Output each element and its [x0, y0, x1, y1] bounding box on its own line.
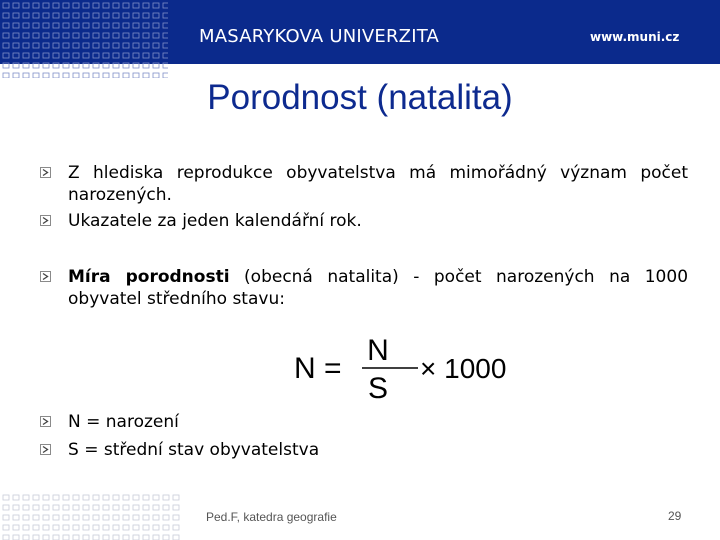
slide-title: Porodnost (natalita)	[207, 78, 513, 117]
bullet-arrow-icon	[40, 444, 51, 455]
bullet-item-3	[40, 266, 688, 310]
bullet-text-4: N = narození	[68, 412, 179, 432]
bullet-arrow-icon	[40, 271, 51, 282]
bullet-arrow-icon	[40, 416, 51, 427]
decorative-dot-grid-top	[0, 0, 168, 78]
formula-svg	[274, 320, 540, 408]
bullet-text-2: Ukazatele za jeden kalendářní rok.	[68, 211, 362, 231]
bullet-text-5: S = střední stav obyvatelstva	[68, 440, 320, 460]
formula-multiplier: × 1000	[420, 353, 507, 384]
bullet-item-5	[40, 439, 688, 461]
formula-denominator: S	[367, 372, 389, 405]
header-bar	[0, 0, 720, 64]
bullet-text-1: Z hlediska reprodukce obyvatelstva má mimořádný význam počet narozených.	[68, 163, 688, 205]
bullet-text-3: (obecná natalita) - počet narozených na 1000 obyvatel středního stavu:	[68, 267, 689, 309]
bullet-item-2	[40, 210, 688, 232]
bullet-item-4	[40, 411, 688, 433]
decorative-dot-grid-bottom	[0, 492, 186, 540]
bullet-arrow-icon	[40, 215, 51, 226]
formula-image	[274, 320, 540, 408]
bullet-arrow-icon	[40, 167, 51, 178]
formula-numerator: N	[367, 334, 389, 367]
bullet-bold-term: Míra porodnosti	[68, 267, 230, 287]
bullet-item-1	[40, 162, 688, 206]
university-website: www.muni.cz	[590, 30, 680, 44]
page-number: 29	[668, 509, 682, 523]
formula-lhs: N =	[294, 352, 342, 385]
footer-text: Ped.F, katedra geografie	[206, 510, 337, 524]
bullet-list-upper	[40, 162, 688, 310]
university-name: MASARYKOVA UNIVERZITA	[199, 26, 440, 47]
bullet-list-lower	[40, 411, 688, 467]
dot-grid-top-icon	[0, 0, 168, 78]
dot-grid-bottom-icon	[0, 492, 186, 540]
